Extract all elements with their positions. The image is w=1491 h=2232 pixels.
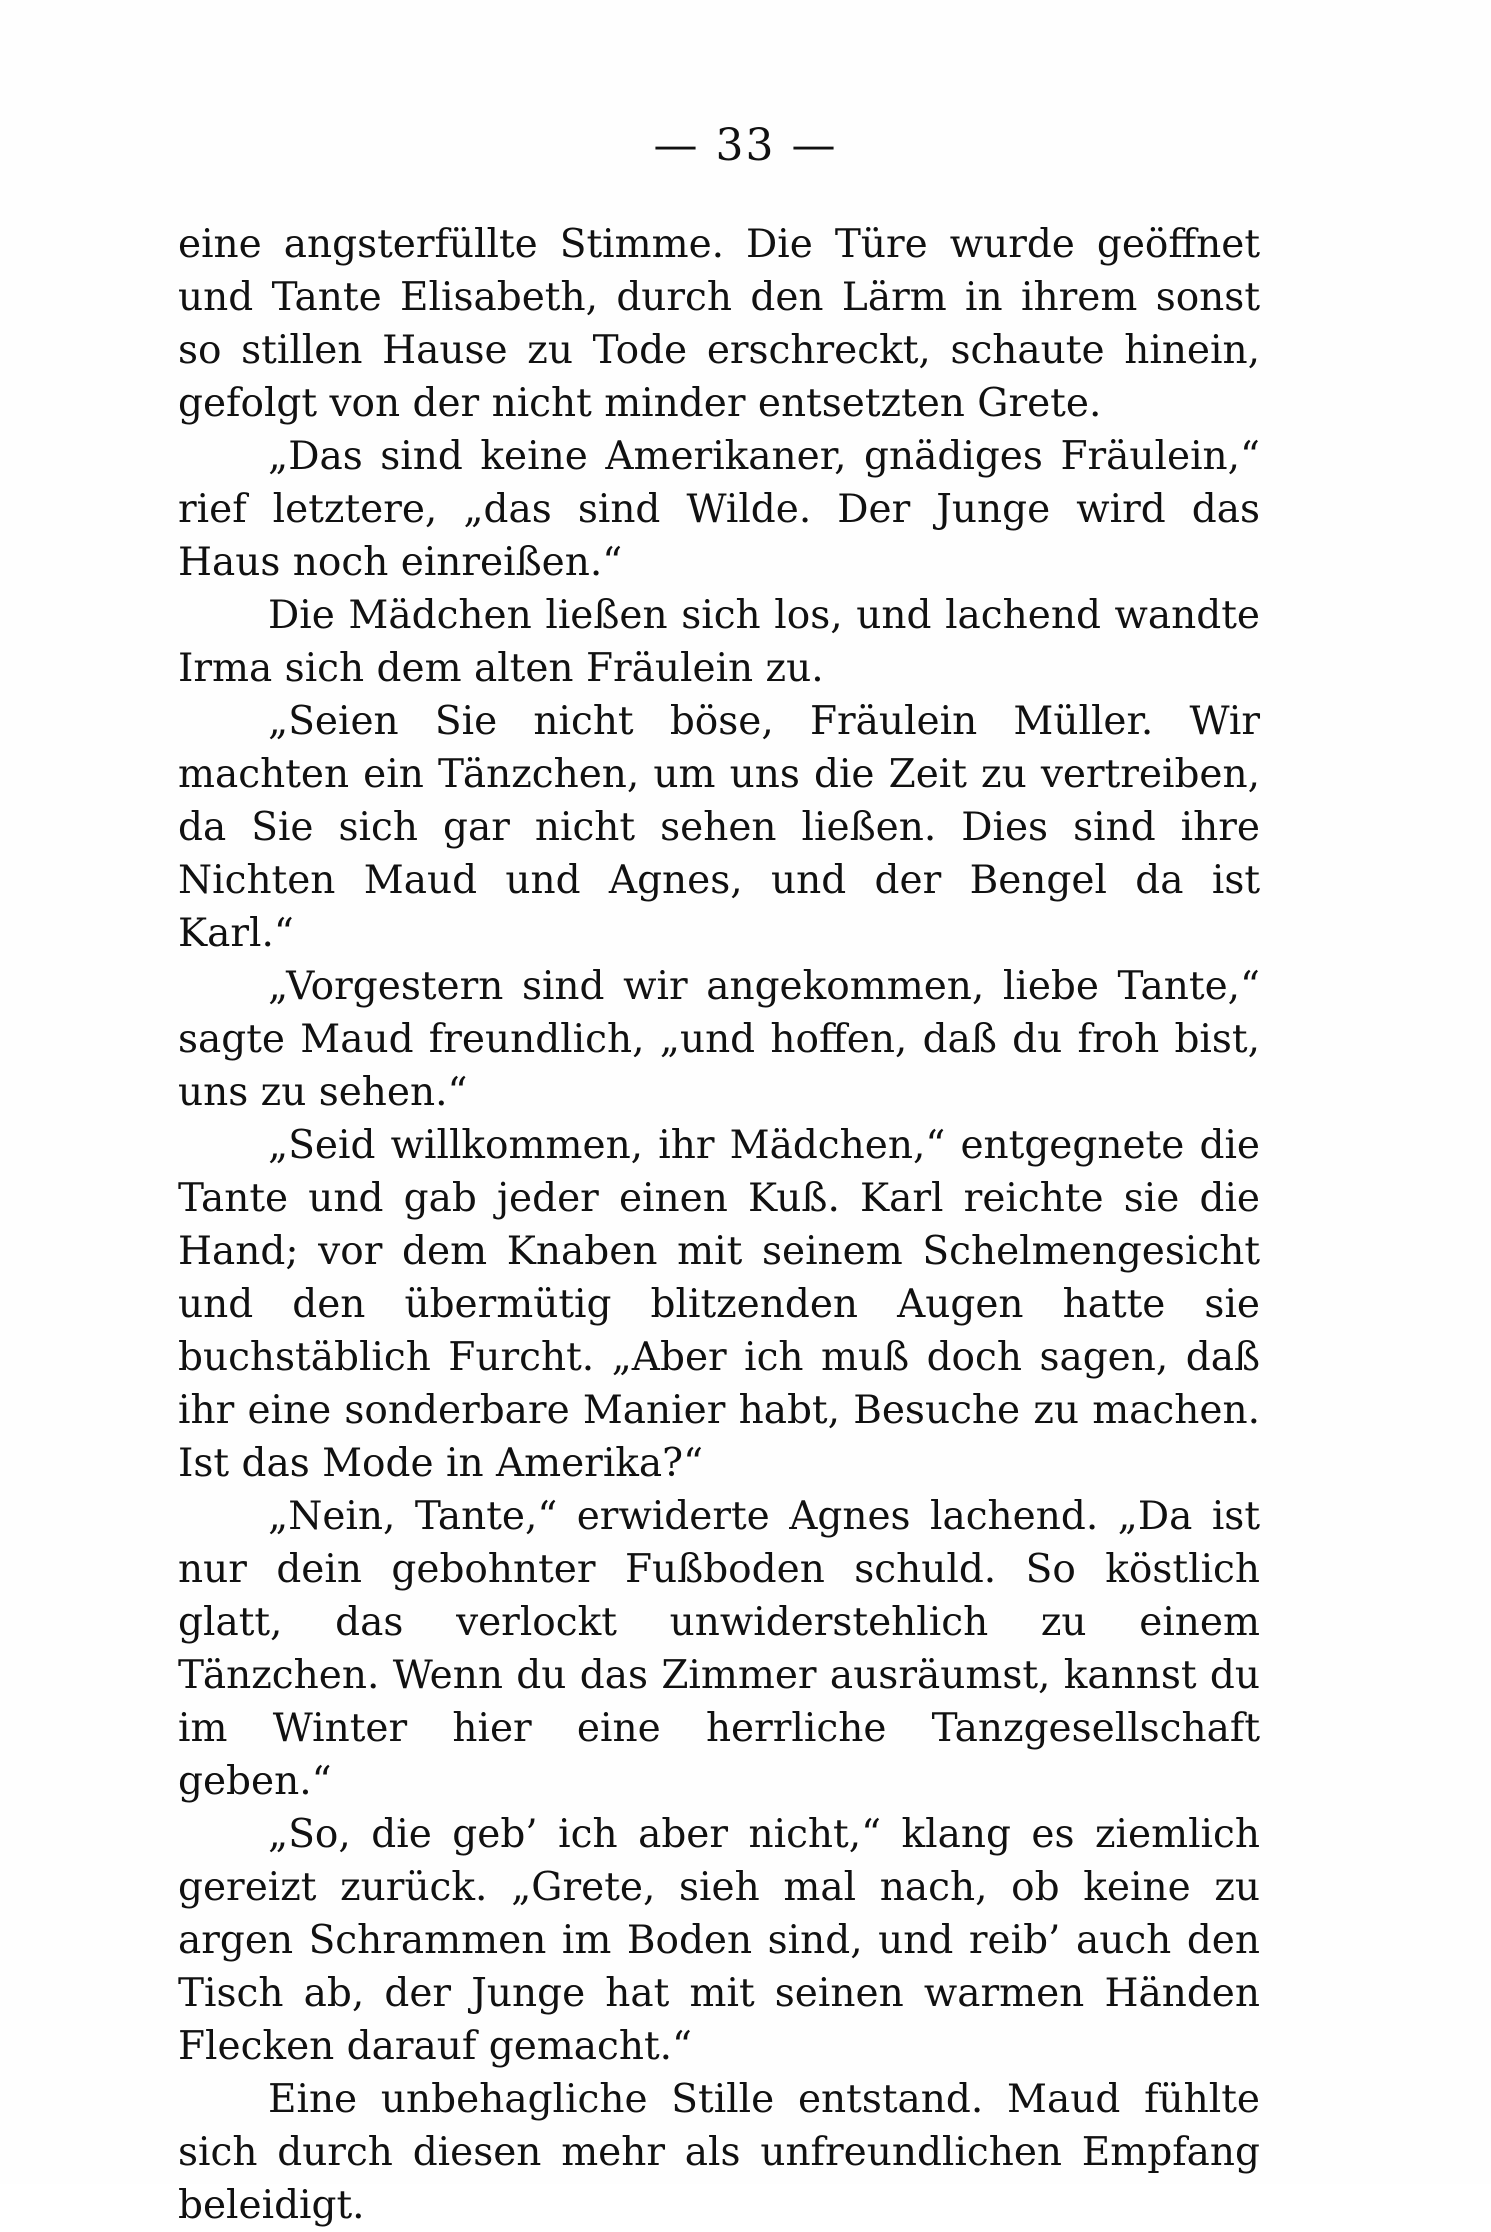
paragraph-6: „Seid willkommen, ihr Mädchen,“ entgegnete die Tante und gab jeder einen Kuß. Karl reichte sie die Hand; vor dem Knaben mit seinem Schelmengesicht und den übermütig blitzenden Augen hatte sie buchstäblich Furcht. „Aber ich muß doch sagen, daß ihr eine sonderbare Manier habt, Besuche zu machen. Ist das Mode in Amerika?“: [178, 1123, 1260, 1486]
paragraph-3: Die Mädchen ließen sich los, und lachend wandte Irma sich dem alten Fräulein zu.: [178, 593, 1260, 691]
paragraph-8: „So, die geb’ ich aber nicht,“ klang es ziemlich gereizt zurück. „Grete, sieh mal nach, ob keine zu argen Schrammen im Boden sind, und reib’ auch den Tisch ab, der Junge hat mit seinen warmen Händen Flecken darauf gemacht.“: [178, 1812, 1260, 2069]
paragraph-9: Eine unbehagliche Stille entstand. Maud fühlte sich durch diesen mehr als unfreundlichen Empfang beleidigt.: [178, 2077, 1260, 2228]
paragraph-1: eine angsterfüllte Stimme. Die Türe wurde geöffnet und Tante Elisabeth, durch den Lärm in ihrem sonst so stillen Hause zu Tode erschreckt, schaute hinein, gefolgt von der nicht minder entsetzten Grete.: [178, 222, 1260, 426]
paragraph-4: „Seien Sie nicht böse, Fräulein Müller. Wir machten ein Tänzchen, um uns die Zeit zu vertreiben, da Sie sich gar nicht sehen ließen. Dies sind ihre Nichten Maud und Agnes, und der Bengel da ist Karl.“: [178, 699, 1260, 956]
page-number: — 33 —: [653, 120, 838, 171]
paragraph-7: „Nein, Tante,“ erwiderte Agnes lachend. „Da ist nur dein gebohnter Fußboden schuld. So köstlich glatt, das verlockt unwiderstehlich zu einem Tänzchen. Wenn du das Zimmer ausräumst, kannst du im Winter hier eine herrliche Tanzgesellschaft geben.“: [178, 1494, 1260, 1804]
paragraph-2: „Das sind keine Amerikaner, gnädiges Fräulein,“ rief letztere, „das sind Wilde. Der Junge wird das Haus noch einreißen.“: [178, 434, 1260, 585]
paragraph-5: „Vorgestern sind wir angekommen, liebe Tante,“ sagte Maud freundlich, „und hoffen, daß du froh bist, uns zu sehen.“: [178, 964, 1260, 1115]
body-text: [178, 218, 1260, 2232]
